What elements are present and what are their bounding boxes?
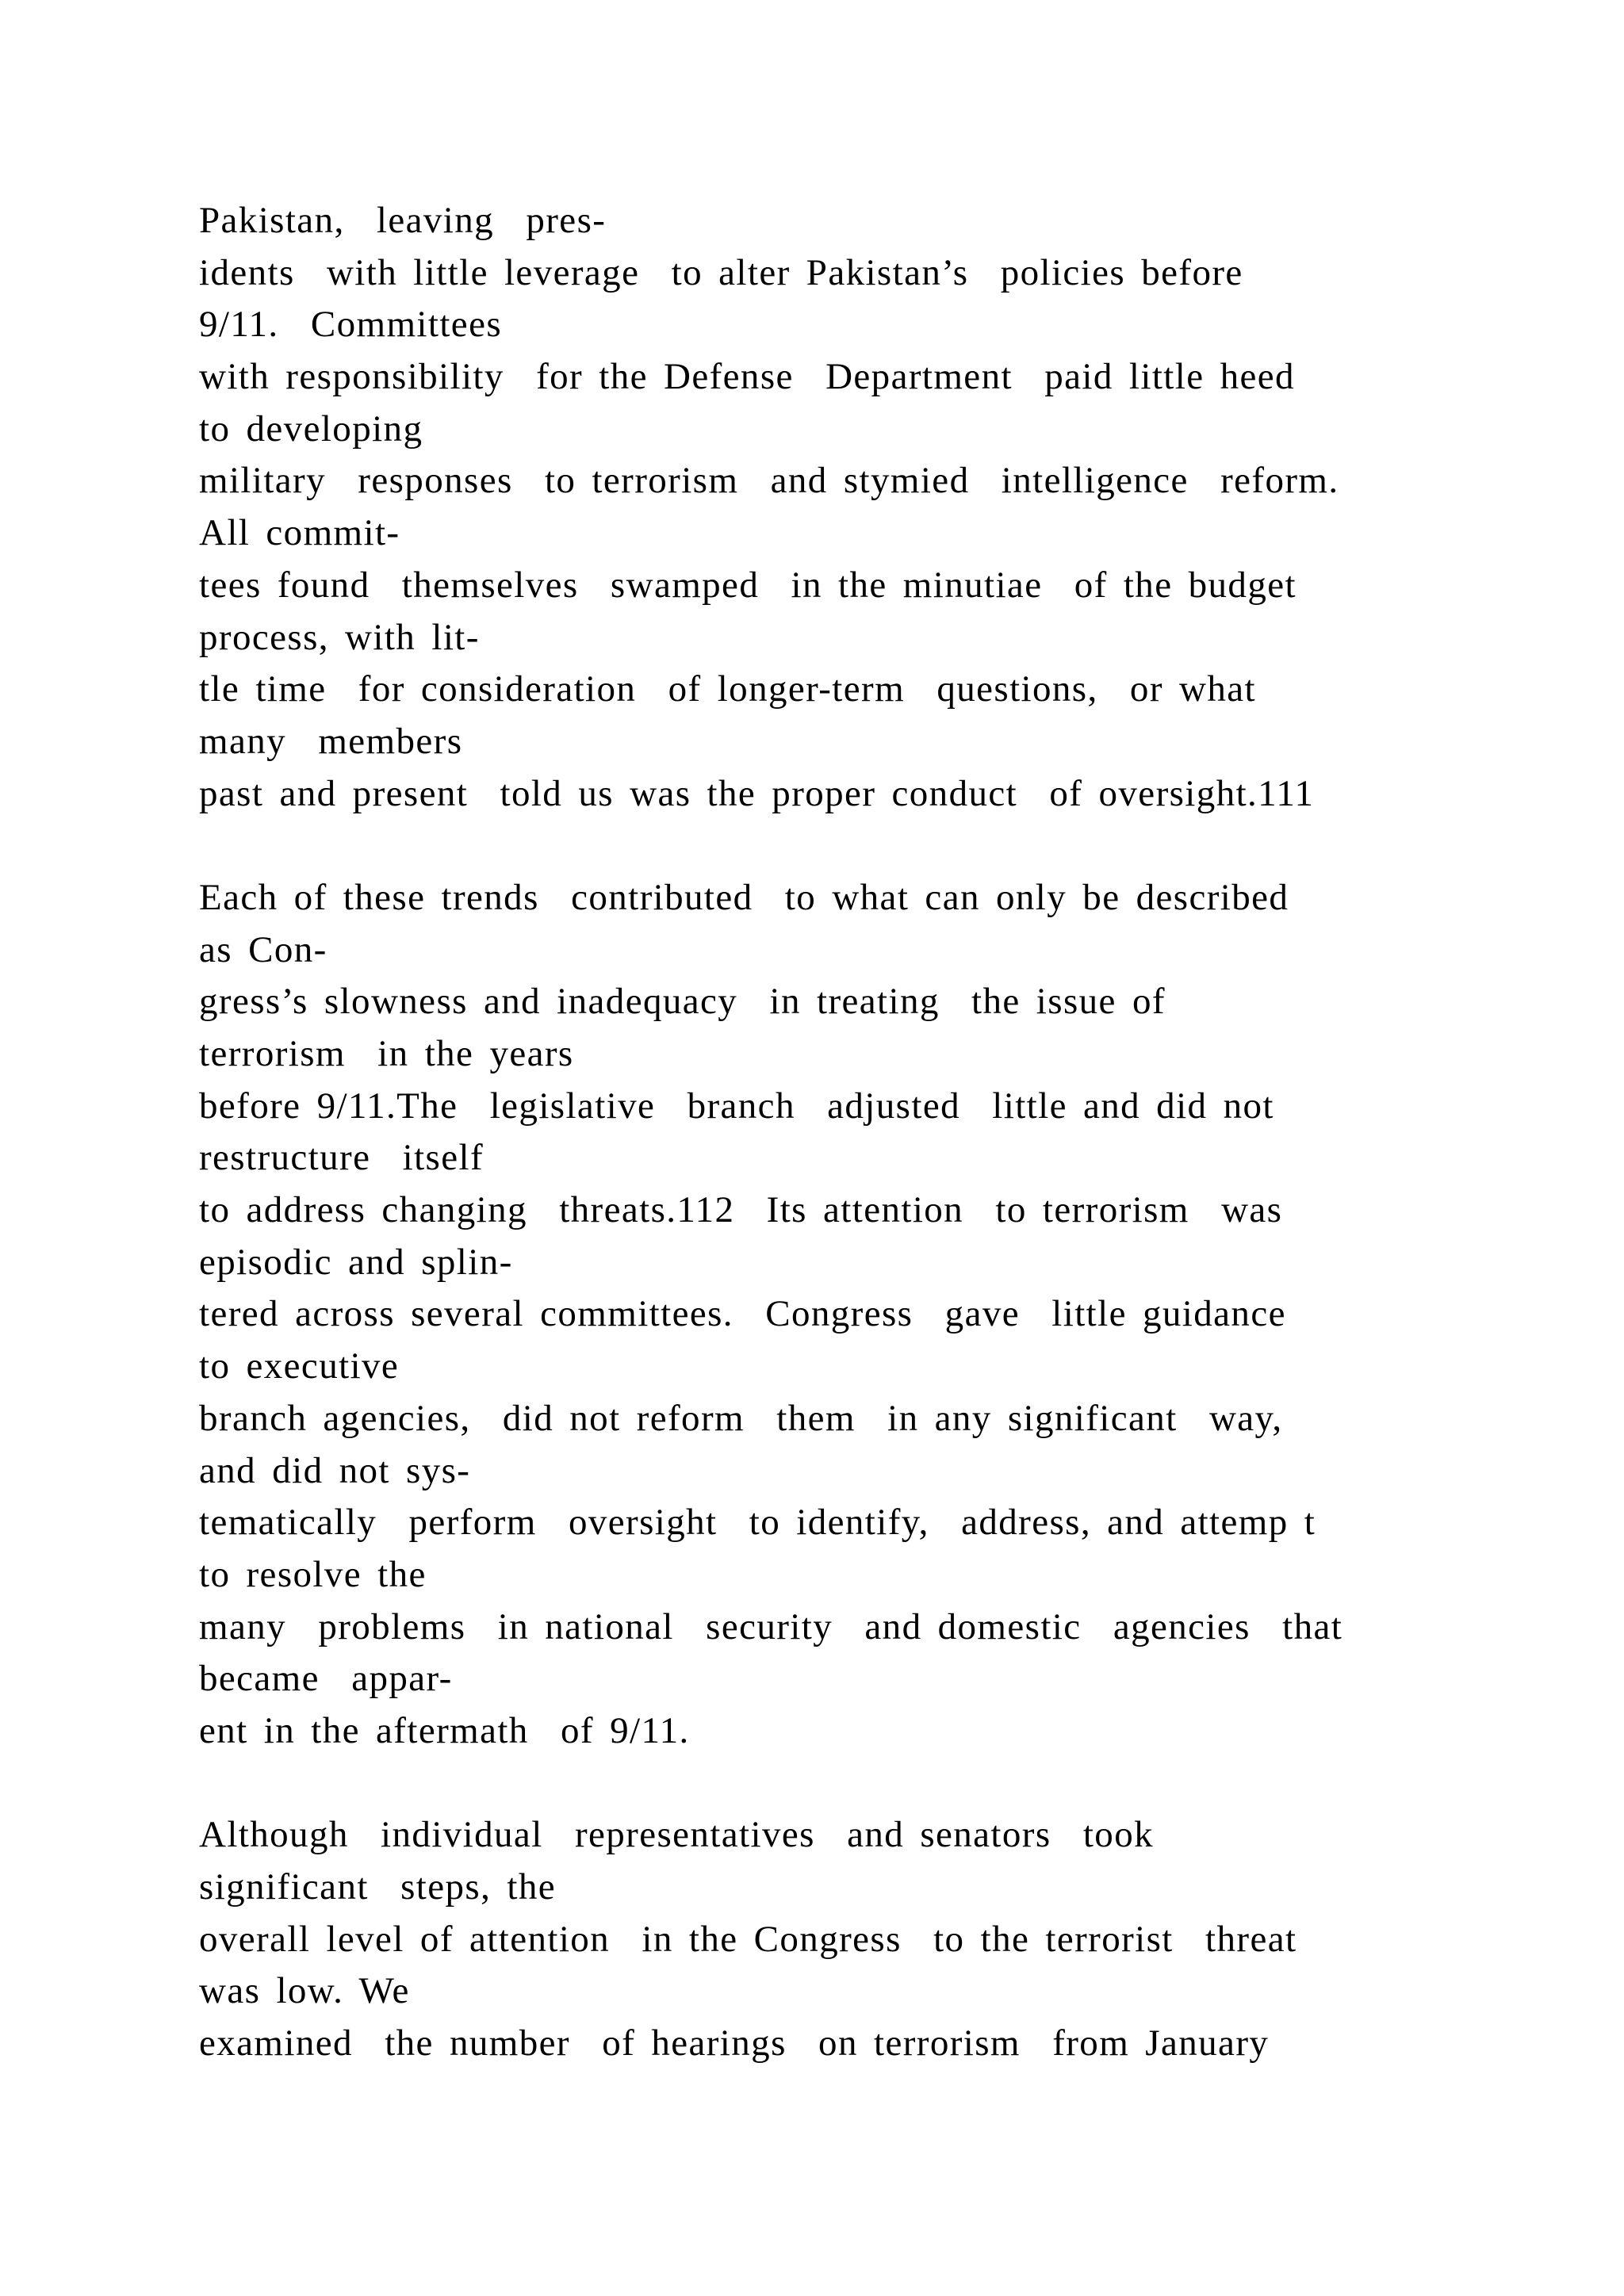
text-line: terrorism in the years [199, 1033, 574, 1074]
text-line: many problems in national security and domestic agencies that [199, 1605, 1343, 1647]
text-line: Pakistan, leaving pres- [199, 200, 607, 241]
text-line: military responses to terrorism and stymied intelligence reform. [199, 460, 1339, 502]
text-line: tematically perform oversight to identify, address, and attemp t [199, 1502, 1316, 1544]
text-line: Each of these trends contributed to what can only be described [199, 876, 1289, 918]
text-line: tle time for consideration of longer-term questions, or what [199, 668, 1256, 710]
text-line: to executive [199, 1345, 400, 1387]
text-line: All commit- [199, 512, 400, 554]
text-line: branch agencies, did not reform them in any significant way, [199, 1397, 1283, 1439]
blank-line [199, 1758, 1547, 1810]
text-line: restructure itself [199, 1137, 485, 1179]
text-line: to address changing threats.112 Its attention to terrorism was [199, 1189, 1283, 1231]
text-line: became appar- [199, 1658, 453, 1700]
text-line: was low. We [199, 1970, 410, 2012]
text-line: examined the number of hearings on terrorism from January [199, 2022, 1270, 2064]
text-line: idents with little leverage to alter Pakistan’s policies before [199, 251, 1243, 293]
text-line: past and present told us was the proper conduct of oversight.111 [199, 772, 1315, 814]
document-page [199, 195, 1547, 2070]
text-line: significant steps, the [199, 1866, 557, 1908]
text-line: ent in the aftermath of 9/11. [199, 1709, 690, 1751]
text-line: Although individual representatives and senators took [199, 1814, 1154, 1856]
text-line: process, with lit- [199, 616, 480, 658]
text-line: tered across several committees. Congress gave little guidance [199, 1293, 1286, 1335]
text-line: to developing [199, 408, 423, 450]
text-line: to resolve the [199, 1553, 427, 1595]
text-line: 9/11. Committees [199, 304, 503, 346]
text-line: many members [199, 720, 463, 762]
blank-line [199, 820, 1547, 872]
text-line: overall level of attention in the Congress to the terrorist threat [199, 1918, 1297, 1960]
text-line: with responsibility for the Defense Department paid little heed [199, 356, 1295, 398]
text-line: gress’s slowness and inadequacy in treating the issue of [199, 981, 1166, 1023]
text-line: tees found themselves swamped in the minutiae of the budget [199, 564, 1297, 606]
text-line: and did not sys- [199, 1449, 471, 1491]
text-line: before 9/11.The legislative branch adjusted little and did not [199, 1085, 1274, 1127]
text-line: as Con- [199, 928, 327, 970]
text-line: episodic and splin- [199, 1241, 513, 1283]
